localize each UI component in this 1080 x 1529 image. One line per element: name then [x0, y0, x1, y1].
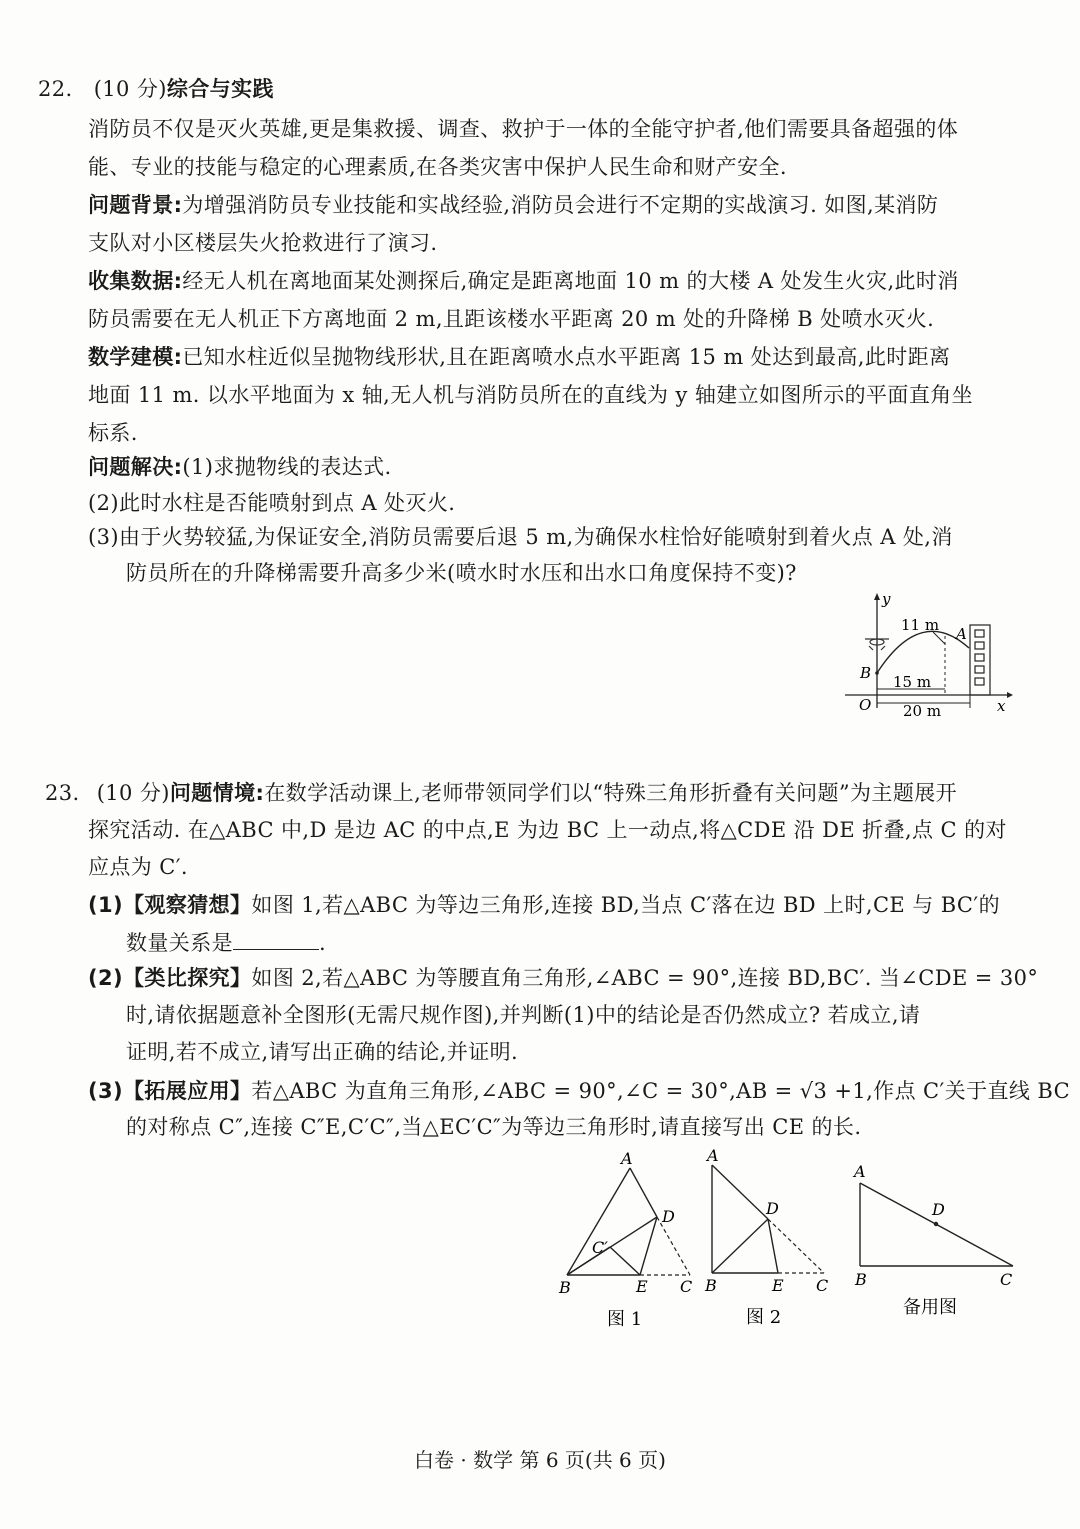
q23-p2-text-3: 证明,若不成立,请写出正确的结论,并证明.	[126, 1040, 519, 1064]
q22-intro-2: 能、专业的技能与稳定的心理素质,在各类灾害中保护人民生命和财产安全.	[88, 155, 787, 179]
fig2-label-d: D	[766, 1199, 779, 1218]
dim-20-label: 20 m	[903, 702, 942, 720]
q22-title: 综合与实践	[166, 77, 274, 101]
height-label: 11 m	[901, 616, 940, 634]
q22-figure	[845, 590, 1015, 720]
fig1-label-c-prime: C′	[592, 1238, 608, 1257]
q22-data-label: 收集数据:	[88, 269, 183, 293]
q22-score: (10 分)	[93, 77, 167, 101]
fig1-label-d: D	[662, 1207, 675, 1226]
q22-solve-label: 问题解决:	[88, 455, 183, 479]
q23-score: (10 分)	[96, 781, 170, 805]
side-ab	[567, 1168, 630, 1275]
q23-p1-text-2: 数量关系是	[126, 931, 233, 955]
q23-p2-text-2: 时,请依据题意补全图形(无需尺规作图),并判断(1)中的结论是否仍然成立? 若成立,请	[126, 1003, 921, 1027]
x-axis-label: x	[997, 697, 1006, 715]
point-b-label: B	[860, 664, 872, 682]
q23-situation-2: 探究活动. 在△ABC 中,D 是边 AC 的中点,E 为边 BC 上一动点,将△CDE 沿 DE 折叠,点 C 的对	[88, 818, 1007, 842]
fig2-label-e: E	[772, 1276, 784, 1295]
q22-intro-1: 消防员不仅是灭火英雄,更是集救援、调查、救护于一体的全能守护者,他们需要具备超强的体	[88, 117, 959, 141]
q23-figure-1	[552, 1150, 702, 1335]
q23-header	[45, 778, 957, 808]
side-ad	[712, 1165, 768, 1219]
fig1-label-c: C	[680, 1277, 693, 1296]
q23-p1-label: (1)【观察猜想】	[88, 893, 252, 917]
side-ad	[630, 1168, 657, 1217]
q22-part3-1: (3)由于火势较猛,为保证安全,消防员需要后退 5 m,为确保水柱恰好能喷射到着火点 A 处,消	[88, 525, 953, 549]
q23-p2-label: (2)【类比探究】	[88, 966, 252, 990]
fig1-label-a: A	[621, 1150, 633, 1168]
q23-part1	[88, 890, 1000, 920]
fig1-caption: 图 1	[607, 1309, 643, 1330]
q23-p3-text-1: 若△ABC 为直角三角形,∠ABC = 90°,∠C = 30°,AB = √3 +1,作点 C′关于直线 BC	[251, 1079, 1071, 1103]
backup-label-a: A	[854, 1162, 866, 1181]
q23-number: 23.	[45, 781, 80, 805]
q23-situation-label: 问题情境:	[169, 781, 265, 805]
q22-part2: (2)此时水柱是否能喷射到点 A 处灭火.	[88, 491, 456, 515]
q23-p3-label: (3)【拓展应用】	[88, 1079, 252, 1103]
q22-data-text-2: 防员需要在无人机正下方离地面 2 m,且距该楼水平距离 20 m 处的升降梯 B 处喷水灭火.	[88, 307, 935, 331]
q22-bg-text-2: 支队对小区楼层失火抢救进行了演习.	[88, 231, 438, 255]
page-footer: 白卷 · 数学 第 6 页(共 6 页)	[414, 1448, 666, 1472]
q22-part3-2: 防员所在的升降梯需要升高多少米(喷水时水压和出水口角度保持不变)?	[126, 561, 797, 585]
segment-ec1	[610, 1247, 640, 1275]
backup-caption: 备用图	[903, 1297, 957, 1318]
backup-label-b: B	[855, 1270, 867, 1289]
fig1-label-e: E	[636, 1277, 648, 1296]
q23-situation-3: 应点为 C′.	[88, 855, 188, 879]
fig2-label-a: A	[707, 1146, 719, 1165]
q22-part1: (1)求抛物线的表达式.	[182, 455, 392, 479]
q22-bg-label: 问题背景:	[88, 193, 183, 217]
point-b	[875, 671, 879, 675]
q23-situation-1: 在数学活动课上,老师带领同学们以“特殊三角形折叠有关问题”为主题展开	[264, 781, 958, 805]
backup-label-d: D	[932, 1200, 945, 1219]
fig1-label-b: B	[559, 1278, 571, 1297]
q23-p1-line-2	[126, 928, 326, 958]
q22-model-label: 数学建模:	[88, 345, 183, 369]
dim-15-label: 15 m	[893, 673, 932, 691]
y-axis-arrow	[874, 593, 880, 600]
fig2-caption: 图 2	[746, 1307, 782, 1328]
q23-p2-text-1: 如图 2,若△ABC 为等腰直角三角形,∠ABC = 90°,连接 BD,BC′. 当∠CDE = 30°	[251, 966, 1039, 990]
q23-part2	[88, 963, 1038, 993]
q22-header	[38, 74, 274, 104]
fig2-label-b: B	[705, 1276, 717, 1295]
segment-bd	[712, 1219, 768, 1273]
q23-figure-backup	[848, 1155, 1023, 1335]
origin-label: O	[859, 696, 872, 714]
q22-background	[88, 190, 938, 220]
q23-p1-text-3: .	[319, 931, 327, 955]
q22-solve	[88, 452, 392, 482]
building-icon	[970, 625, 990, 695]
q22-model-text-3: 标系.	[88, 421, 138, 445]
answer-blank[interactable]	[233, 929, 319, 950]
q22-model-text-2: 地面 11 m. 以水平地面为 x 轴,无人机与消防员所在的直线为 y 轴建立如图所示的平面直角坐	[88, 383, 974, 407]
point-d	[934, 1222, 938, 1226]
segment-de	[768, 1219, 778, 1273]
fig2-label-c: C	[816, 1276, 829, 1295]
q22-bg-text-1: 为增强消防员专业技能和实战经验,消防员会进行不定期的实战演习. 如图,某消防	[182, 193, 939, 217]
y-axis-label: y	[882, 590, 891, 608]
backup-label-c: C	[1000, 1270, 1013, 1289]
q23-part3	[88, 1076, 1070, 1106]
point-a-label: A	[956, 625, 967, 643]
q23-p3-text-2: 的对称点 C″,连接 C″E,C′C″,当△EC′C″为等边三角形时,请直接写出 CE 的长.	[126, 1115, 862, 1139]
q22-model-text-1: 已知水柱近似呈抛物线形状,且在距离喷水点水平距离 15 m 处达到最高,此时距离	[182, 345, 951, 369]
q22-data-text-1: 经无人机在离地面某处测探后,确定是距离地面 10 m 的大楼 A 处发生火灾,此时消	[182, 269, 959, 293]
q22-number: 22.	[38, 77, 73, 101]
q23-figure-2	[700, 1145, 840, 1335]
q22-model	[88, 342, 950, 372]
x-axis-arrow	[1007, 692, 1013, 698]
q23-p1-text-1: 如图 1,若△ABC 为等边三角形,连接 BD,当点 C′落在边 BD 上时,CE 与 BC′的	[251, 893, 1000, 917]
q22-data	[88, 266, 959, 296]
